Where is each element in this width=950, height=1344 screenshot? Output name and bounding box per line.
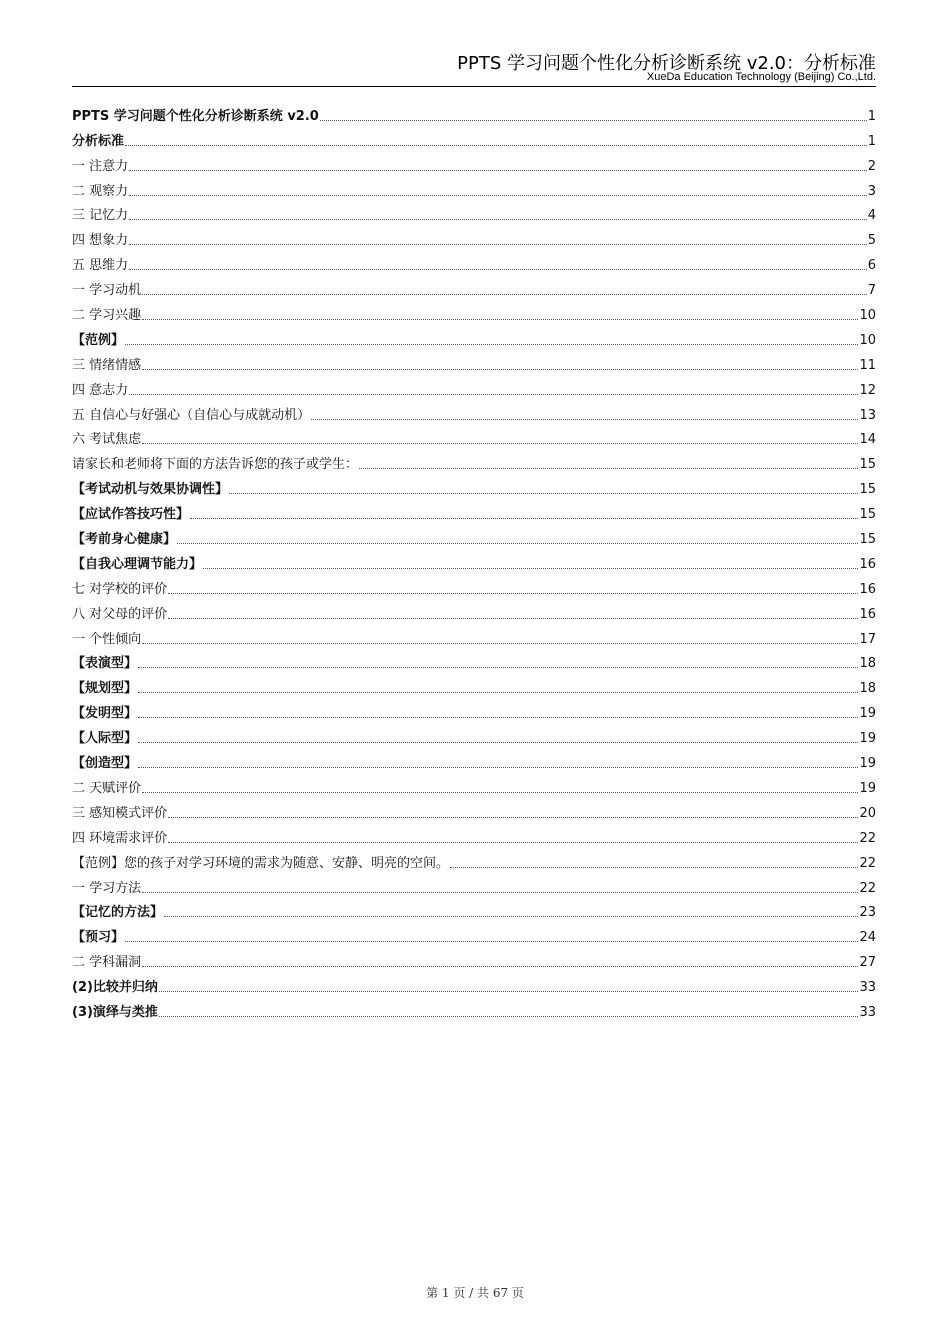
toc-entry[interactable] <box>72 324 876 349</box>
toc-dot-leader <box>129 269 867 270</box>
toc-entry-page-number: 19 <box>859 706 876 722</box>
toc-entry[interactable] <box>72 722 876 747</box>
toc-entry[interactable] <box>72 523 876 548</box>
toc-entry-title: 四 意志力 <box>72 382 129 398</box>
toc-entry-page-number: 7 <box>867 283 876 299</box>
toc-entry[interactable] <box>72 125 876 150</box>
toc-entry-title: 【规划型】 <box>72 681 138 697</box>
toc-entry-page-number: 15 <box>859 532 876 548</box>
toc-entry-page-number: 16 <box>859 556 876 572</box>
toc-entry-title: 七 对学校的评价 <box>72 581 168 597</box>
toc-entry-title: 三 情绪情感 <box>72 357 142 373</box>
toc-dot-leader <box>129 244 867 245</box>
toc-entry-title: 四 环境需求评价 <box>72 830 168 846</box>
toc-entry-title: (3)演绎与类推 <box>72 1004 158 1020</box>
toc-entry-page-number: 16 <box>859 606 876 622</box>
toc-entry[interactable] <box>72 996 876 1021</box>
toc-dot-leader <box>190 518 858 519</box>
toc-dot-leader <box>129 170 867 171</box>
toc-entry[interactable] <box>72 249 876 274</box>
toc-entry[interactable] <box>72 672 876 697</box>
toc-entry[interactable] <box>72 399 876 424</box>
toc-entry-page-number: 4 <box>867 208 876 224</box>
toc-dot-leader <box>129 219 867 220</box>
toc-dot-leader <box>125 145 867 146</box>
toc-entry-page-number: 5 <box>867 233 876 249</box>
toc-entry-title: 八 对父母的评价 <box>72 606 168 622</box>
toc-dot-leader <box>177 543 858 544</box>
toc-dot-leader <box>138 717 858 718</box>
toc-entry-page-number: 10 <box>859 332 876 348</box>
toc-entry-title: 四 想象力 <box>72 233 129 249</box>
toc-dot-leader <box>203 568 858 569</box>
toc-entry[interactable] <box>72 274 876 299</box>
toc-entry-page-number: 23 <box>859 905 876 921</box>
toc-entry-page-number: 3 <box>867 183 876 199</box>
toc-entry-page-number: 2 <box>867 158 876 174</box>
toc-entry-page-number: 12 <box>859 382 876 398</box>
toc-dot-leader <box>142 319 858 320</box>
toc-entry-title: 请家长和老师将下面的方法告诉您的孩子或学生： <box>72 457 359 473</box>
toc-entry-title: 五 思维力 <box>72 258 129 274</box>
toc-entry[interactable] <box>72 946 876 971</box>
toc-entry-title: 一 学习方法 <box>72 880 142 896</box>
toc-entry-page-number: 19 <box>859 756 876 772</box>
toc-entry[interactable] <box>72 872 876 897</box>
toc-dot-leader <box>142 443 858 444</box>
toc-dot-leader <box>138 767 858 768</box>
toc-entry-title: 二 观察力 <box>72 183 129 199</box>
toc-entry-title: 【自我心理调节能力】 <box>72 556 203 572</box>
toc-entry[interactable] <box>72 822 876 847</box>
toc-dot-leader <box>168 817 858 818</box>
page-header-subtitle: XueDa Education Technology (Beijing) Co.,Ltd. <box>646 71 876 83</box>
toc-dot-leader <box>168 618 858 619</box>
toc-dot-leader <box>168 842 858 843</box>
toc-entry-page-number: 15 <box>859 507 876 523</box>
header-divider <box>72 86 876 87</box>
toc-entry[interactable] <box>72 971 876 996</box>
toc-dot-leader <box>359 468 858 469</box>
toc-entry[interactable] <box>72 448 876 473</box>
toc-entry[interactable] <box>72 847 876 872</box>
toc-entry-title: PPTS 学习问题个性化分析诊断系统 v2.0 <box>72 108 319 124</box>
toc-entry-page-number: 18 <box>859 681 876 697</box>
toc-entry-title: 一 个性倾向 <box>72 631 142 647</box>
toc-entry-page-number: 11 <box>859 357 876 373</box>
toc-entry-title: 【范例】您的孩子对学习环境的需求为随意、安静、明亮的空间。 <box>72 855 450 871</box>
toc-entry-title: 三 记忆力 <box>72 208 129 224</box>
toc-entry-page-number: 18 <box>859 656 876 672</box>
toc-entry[interactable] <box>72 897 876 922</box>
toc-entry-page-number: 24 <box>859 930 876 946</box>
toc-entry[interactable] <box>72 697 876 722</box>
toc-entry-title: 二 天赋评价 <box>72 780 142 796</box>
toc-entry-page-number: 14 <box>859 432 876 448</box>
toc-entry-title: 二 学科漏洞 <box>72 955 142 971</box>
toc-entry-title: 五 自信心与好强心（自信心与成就动机） <box>72 407 311 423</box>
toc-entry-page-number: 22 <box>859 880 876 896</box>
toc-entry[interactable] <box>72 573 876 598</box>
toc-entry[interactable] <box>72 100 876 125</box>
toc-dot-leader <box>138 692 858 693</box>
toc-entry-title: 【考前身心健康】 <box>72 532 177 548</box>
toc-entry-page-number: 13 <box>859 407 876 423</box>
toc-entry[interactable] <box>72 623 876 648</box>
toc-entry[interactable] <box>72 648 876 673</box>
toc-dot-leader <box>159 991 859 992</box>
toc-entry-page-number: 22 <box>859 830 876 846</box>
page-footer: 第 1 页 / 共 67 页 <box>426 1286 524 1300</box>
toc-dot-leader <box>129 394 858 395</box>
toc-entry-page-number: 16 <box>859 581 876 597</box>
toc-entry[interactable] <box>72 299 876 324</box>
toc-entry-title: 【人际型】 <box>72 731 138 747</box>
toc-entry[interactable] <box>72 498 876 523</box>
toc-entry-title: 【表演型】 <box>72 656 138 672</box>
toc-dot-leader <box>142 892 858 893</box>
toc-entry-page-number: 6 <box>867 258 876 274</box>
toc-dot-leader <box>159 1016 859 1017</box>
toc-entry[interactable] <box>72 772 876 797</box>
toc-entry[interactable] <box>72 473 876 498</box>
toc-dot-leader <box>138 667 858 668</box>
toc-dot-leader <box>229 493 858 494</box>
toc-entry[interactable] <box>72 224 876 249</box>
toc-entry-title: 【范例】 <box>72 332 125 348</box>
toc-entry-title: 一 学习动机 <box>72 283 142 299</box>
toc-entry-page-number: 15 <box>859 457 876 473</box>
toc-entry-page-number: 1 <box>867 108 876 124</box>
toc-entry[interactable] <box>72 175 876 200</box>
toc-dot-leader <box>125 941 858 942</box>
toc-entry-title: 分析标准 <box>72 133 125 149</box>
toc-entry-page-number: 1 <box>867 133 876 149</box>
toc-dot-leader <box>138 742 858 743</box>
toc-entry-title: 三 感知模式评价 <box>72 805 168 821</box>
toc-dot-leader <box>129 195 867 196</box>
toc-entry-page-number: 20 <box>859 805 876 821</box>
toc-entry-page-number: 27 <box>859 955 876 971</box>
toc-dot-leader <box>125 344 858 345</box>
toc-entry[interactable] <box>72 349 876 374</box>
toc-entry-title: 六 考试焦虑 <box>72 432 142 448</box>
toc-entry-page-number: 15 <box>859 482 876 498</box>
toc-entry-title: 【创造型】 <box>72 756 138 772</box>
toc-entry-title: 【考试动机与效果协调性】 <box>72 482 229 498</box>
toc-entry[interactable] <box>72 548 876 573</box>
toc-entry-page-number: 22 <box>859 855 876 871</box>
toc-dot-leader <box>142 369 858 370</box>
toc-entry-title: 【应试作答技巧性】 <box>72 507 190 523</box>
toc-entry-page-number: 33 <box>859 1004 876 1020</box>
toc-dot-leader <box>142 792 858 793</box>
toc-dot-leader <box>320 120 867 121</box>
toc-entry[interactable] <box>72 374 876 399</box>
toc-entry[interactable] <box>72 200 876 225</box>
toc-entry[interactable] <box>72 598 876 623</box>
toc-dot-leader <box>142 643 858 644</box>
page-header-title: PPTS 学习问题个性化分析诊断系统 v2.0：分析标准 <box>457 53 876 74</box>
toc-entry-page-number: 10 <box>859 308 876 324</box>
toc-entry-page-number: 19 <box>859 780 876 796</box>
toc-dot-leader <box>142 966 858 967</box>
toc-entry[interactable] <box>72 797 876 822</box>
toc-entry-page-number: 19 <box>859 731 876 747</box>
toc-dot-leader <box>168 593 858 594</box>
toc-entry-page-number: 33 <box>859 980 876 996</box>
toc-entry-title: 【预习】 <box>72 930 125 946</box>
toc-entry[interactable] <box>72 921 876 946</box>
toc-dot-leader <box>164 916 858 917</box>
toc-entry-title: (2)比较并归纳 <box>72 980 158 996</box>
toc-entry-title: 一 注意力 <box>72 158 129 174</box>
toc-entry-title: 二 学习兴趣 <box>72 308 142 324</box>
toc-entry[interactable] <box>72 424 876 449</box>
toc-entry-page-number: 17 <box>859 631 876 647</box>
toc-dot-leader <box>311 419 858 420</box>
table-of-contents <box>72 100 876 1021</box>
toc-entry-title: 【发明型】 <box>72 706 138 722</box>
toc-dot-leader <box>142 294 867 295</box>
toc-entry[interactable] <box>72 150 876 175</box>
toc-entry[interactable] <box>72 747 876 772</box>
toc-entry-title: 【记忆的方法】 <box>72 905 164 921</box>
toc-dot-leader <box>450 867 858 868</box>
